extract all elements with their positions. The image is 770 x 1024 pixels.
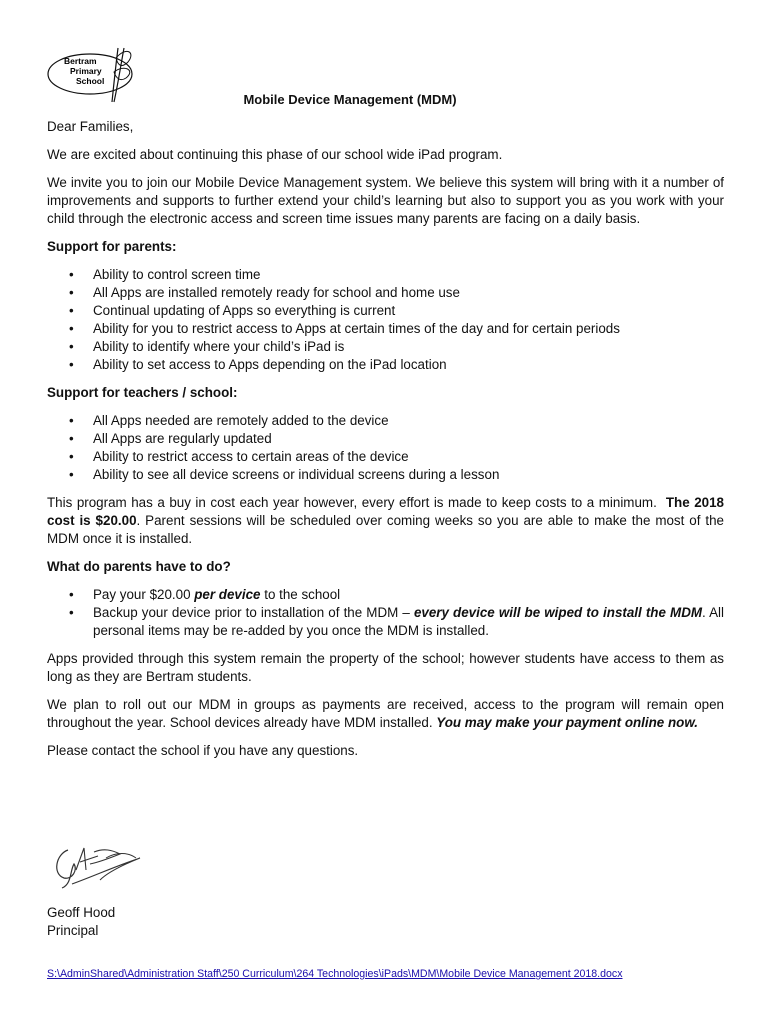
signer-role: Principal [47,923,99,938]
contact-paragraph: Please contact the school if you have any questions. [47,743,359,758]
rollout-bold: You may make your payment online now. [436,715,698,730]
todo-list [47,586,724,640]
list-item: • All Apps needed are remotely added to the device [47,412,724,430]
parents-list [47,266,724,374]
todo-item2-b: every device will be wiped to install the MDM [413,605,703,620]
list-item [47,604,724,640]
todo-item2-c: . All personal items may be re-added by you once the MDM is installed. [93,605,725,638]
todo-item1-b: per device [194,587,261,602]
signer-block [47,904,115,940]
rollout-paragraph [47,696,724,732]
cost-text-1: This program has a buy in cost each year however, every effort is made to keep costs to a minimum. [47,495,657,510]
teachers-heading: Support for teachers / school: [47,385,238,400]
apps-property-paragraph: Apps provided through this system remain the property of the school; however students have access to them as long as they are Bertram students. [47,651,724,684]
file-path-link[interactable]: S:\AdminShared\Administration Staff\250 Curriculum\264 Technologies\iPads\MDM\Mobile Device Management 2018.docx [47,968,623,980]
list-item: • Continual updating of Apps so everything is current [47,302,724,320]
signer-name: Geoff Hood [47,905,116,920]
letter-body [47,118,724,770]
list-item: • All Apps are installed remotely ready for school and home use [47,284,724,302]
document-title: Mobile Device Management (MDM) [243,92,457,107]
teachers-list [47,412,724,484]
intro-paragraph-1: We are excited about continuing this phase of our school wide iPad program. [47,147,503,162]
todo-item1-a: Pay your $20.00 [93,587,195,602]
list-item: • Ability to control screen time [47,266,724,284]
cost-amount: The 2018 cost is $20.00 [47,495,724,528]
todo-item2-a: Backup your device prior to installation of the MDM – [93,605,414,620]
list-item: • Ability to restrict access to certain areas of the device [47,448,724,466]
cost-text-2: . Parent sessions will be scheduled over coming weeks so you are able to make the most of the MDM once it is installed. [47,513,724,546]
greeting: Dear Families, [47,119,134,134]
todo-heading: What do parents have to do? [47,559,231,574]
logo-text-line2: Primary [70,66,102,76]
list-item: • Ability to identify where your child’s iPad is [47,338,724,356]
cost-paragraph [47,494,724,548]
intro-paragraph-2: We invite you to join our Mobile Device Management system. We believe this system will bring with it a number of improvements and supports to further extend your child’s learning but also to support you as you work with your child through the electronic access and screen time issues many parents are facing on a daily basis. [47,175,724,226]
list-item: • Ability for you to restrict access to Apps at certain times of the day and for certain periods [47,320,724,338]
list-item [47,586,724,604]
logo-text-line1: Bertram [64,56,97,66]
list-item: • Ability to see all device screens or individual screens during a lesson [47,466,724,484]
logo-text-line3: School [76,76,105,86]
list-item: • Ability to set access to Apps depending on the iPad location [47,356,724,374]
list-item: • All Apps are regularly updated [47,430,724,448]
signature [50,840,150,890]
todo-item1-c: to the school [260,587,341,602]
parents-heading: Support for parents: [47,239,177,254]
rollout-text: We plan to roll out our MDM in groups as payments are received, access to the program will remain open throughout the year. School devices already have MDM installed. [47,697,724,730]
